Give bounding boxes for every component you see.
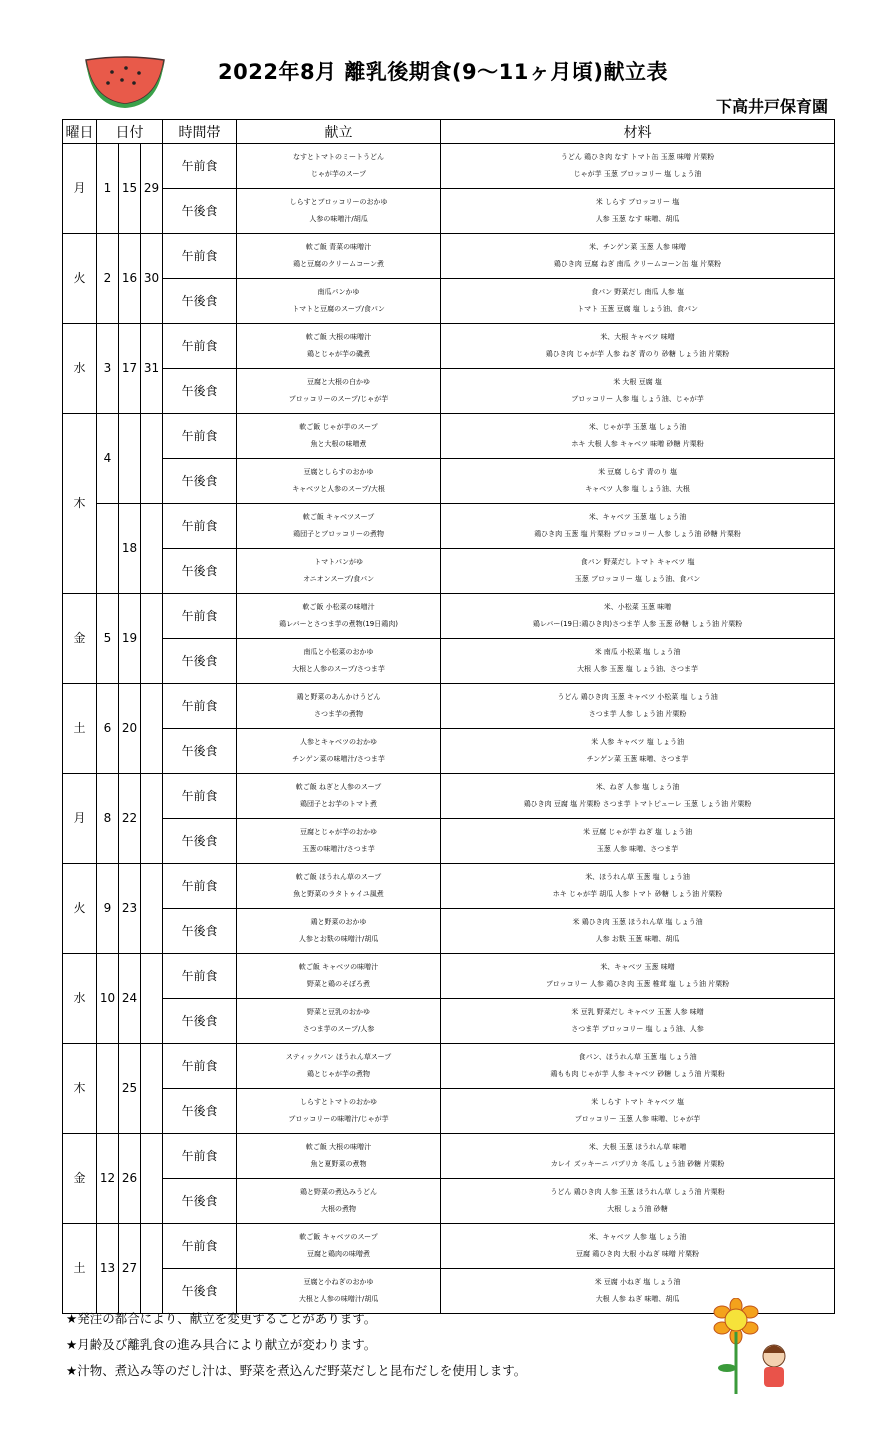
dish-line: トマトパンがゆ	[314, 558, 363, 566]
weekday-cell: 月	[63, 144, 97, 234]
date-cell: 23	[119, 864, 141, 954]
dish-line: 大根と人参のスープ/さつま芋	[292, 665, 385, 673]
table-header-row	[63, 120, 835, 144]
ingredients-line: さつま芋 ブロッコリー 塩 しょう油、人参	[571, 1025, 704, 1033]
ingredients-line: 鶏レバー(19日:鶏ひき肉)さつま芋 人参 玉葱 砂糖 しょう油 片栗粉	[532, 620, 743, 628]
weekday-cell: 火	[63, 864, 97, 954]
sunflower-child-illustration	[712, 1298, 802, 1398]
dish-line: 魚と大根の味噌煮	[310, 440, 367, 448]
dish-line: 大根の煮物	[321, 1205, 357, 1213]
table-row	[63, 414, 835, 459]
ingredients-cell	[441, 459, 835, 504]
date-cell: 31	[141, 324, 163, 414]
meal-slot-cell: 午後食	[163, 1089, 237, 1134]
date-cell: 24	[119, 954, 141, 1044]
dish-line: 魚と野菜のラタトゥイユ風煮	[293, 890, 384, 898]
ingredients-line: 食パン 野菜だし トマト キャベツ 塩	[580, 558, 695, 566]
date-cell: 10	[97, 954, 119, 1044]
ingredients-line: 食パン 野菜だし 南瓜 人参 塩	[591, 288, 684, 296]
date-cell	[141, 864, 163, 954]
ingredients-line: 人参 お麩 玉葱 味噌、胡瓜	[595, 935, 680, 943]
ingredients-line: 玉葱 ブロッコリー 塩 しょう油、食パン	[574, 575, 701, 583]
date-cell	[141, 594, 163, 684]
ingredients-line: チンゲン菜 玉葱 味噌、さつま芋	[586, 755, 689, 763]
dish-cell	[237, 954, 441, 999]
table-row	[63, 864, 835, 909]
weekday-cell: 土	[63, 684, 97, 774]
meal-slot-cell: 午前食	[163, 414, 237, 459]
dish-line: 軟ご飯 ほうれん草のスープ	[295, 873, 382, 881]
dish-line: オニオンスープ/食パン	[302, 575, 375, 583]
ingredients-cell	[441, 774, 835, 819]
date-cell: 20	[119, 684, 141, 774]
dish-cell	[237, 144, 441, 189]
dish-cell	[237, 1224, 441, 1269]
ingredients-line: 米、大根 キャベツ 味噌	[600, 333, 675, 341]
meal-slot-cell: 午後食	[163, 369, 237, 414]
dish-line: 魚と夏野菜の煮物	[310, 1160, 367, 1168]
ingredients-line: 米 南瓜 小松菜 塩 しょう油	[594, 648, 681, 656]
ingredients-cell	[441, 504, 835, 549]
meal-slot-cell: 午後食	[163, 1179, 237, 1224]
ingredients-line: 米 豆乳 野菜だし キャベツ 玉葱 人参 味噌	[571, 1008, 704, 1016]
ingredients-cell	[441, 1044, 835, 1089]
meal-slot-cell: 午前食	[163, 1134, 237, 1179]
dish-line: しらすとトマトのおかゆ	[300, 1098, 378, 1106]
table-row	[63, 459, 835, 504]
ingredients-line: 米、ほうれん草 玉葱 塩 しょう油	[585, 873, 690, 881]
ingredients-line: 人参 玉葱 なす 味噌、胡瓜	[595, 215, 680, 223]
table-row	[63, 954, 835, 999]
ingredients-line: トマト 玉葱 豆腐 塩 しょう油、食パン	[577, 305, 698, 313]
dish-line: ブロッコリーのスープ/じゃが芋	[288, 395, 389, 403]
note-line: ★汁物、煮込み等のだし汁は、野菜を煮込んだ野菜だしと昆布だしを使用します。	[66, 1363, 527, 1378]
dish-line: 豆腐と大根の白かゆ	[307, 378, 371, 386]
weekday-cell: 水	[63, 954, 97, 1044]
date-cell	[141, 1044, 163, 1134]
menu-table	[62, 119, 835, 1314]
dish-line: 軟ご飯 大根の味噌汁	[305, 333, 372, 341]
dish-line: 人参とキャベツのおかゆ	[300, 738, 378, 746]
dish-line: 軟ご飯 キャベツスープ	[302, 513, 375, 521]
ingredients-line: 鶏ひき肉 豆腐 ねぎ 南瓜 クリームコーン缶 塩 片栗粉	[553, 260, 722, 268]
meal-slot-cell: 午後食	[163, 819, 237, 864]
meal-slot-cell: 午前食	[163, 864, 237, 909]
dish-cell	[237, 1044, 441, 1089]
dish-cell	[237, 1179, 441, 1224]
date-cell: 22	[119, 774, 141, 864]
dish-line: なすとトマトのミートうどん	[293, 153, 385, 161]
dish-cell	[237, 1134, 441, 1179]
table-row	[63, 189, 835, 234]
ingredients-line: ブロッコリー 玉葱 人参 味噌、じゃが芋	[574, 1115, 701, 1123]
ingredients-cell	[441, 639, 835, 684]
ingredients-line: ブロッコリー 人参 塩 しょう油、じゃが芋	[571, 395, 704, 403]
dish-line: じゃが芋のスープ	[310, 170, 367, 178]
date-cell: 15	[119, 144, 141, 234]
dish-line: 鶏レバーとさつま芋の煮物(19日鶏肉)	[279, 620, 398, 628]
date-cell	[97, 1044, 119, 1134]
meal-slot-cell: 午後食	[163, 909, 237, 954]
table-row	[63, 234, 835, 279]
ingredients-cell	[441, 279, 835, 324]
table-row	[63, 639, 835, 684]
ingredients-cell	[441, 864, 835, 909]
dish-cell	[237, 864, 441, 909]
dish-cell	[237, 414, 441, 459]
ingredients-line: うどん 鶏ひき肉 なす トマト缶 玉葱 味噌 片栗粉	[560, 153, 715, 161]
ingredients-line: 米 豆腐 小ねぎ 塩 しょう油	[594, 1278, 681, 1286]
dish-cell	[237, 504, 441, 549]
date-cell: 16	[119, 234, 141, 324]
ingredients-line: 米、大根 玉葱 ほうれん草 味噌	[588, 1143, 687, 1151]
school-name: 下高井戸保育園	[715, 97, 828, 116]
date-cell: 19	[119, 594, 141, 684]
dish-cell	[237, 639, 441, 684]
dish-line: 鶏と野菜のあんかけうどん	[296, 693, 381, 701]
ingredients-cell	[441, 1134, 835, 1179]
dish-line: さつま芋のスープ/人参	[302, 1025, 375, 1033]
page-title: 2022年8月 離乳後期食(9～11ヶ月頃)献立表	[218, 60, 668, 84]
meal-slot-cell: 午後食	[163, 1269, 237, 1314]
table-row	[63, 144, 835, 189]
table-row	[63, 1044, 835, 1089]
meal-slot-cell: 午後食	[163, 729, 237, 774]
dish-line: 鶏と野菜の煮込みうどん	[300, 1188, 378, 1196]
table-row	[63, 594, 835, 639]
dish-line: 南瓜と小松菜のおかゆ	[303, 648, 374, 656]
table-row	[63, 279, 835, 324]
meal-slot-cell: 午前食	[163, 324, 237, 369]
table-row	[63, 1134, 835, 1179]
ingredients-line: 鶏ひき肉 豆腐 塩 片栗粉 さつま芋 トマトピューレ 玉葱 しょう油 片栗粉	[523, 800, 752, 808]
meal-slot-cell: 午前食	[163, 594, 237, 639]
ingredients-line: うどん 鶏ひき肉 玉葱 キャベツ 小松菜 塩 しょう油	[557, 693, 718, 701]
ingredients-line: 米、ねぎ 人参 塩 しょう油	[595, 783, 680, 791]
dish-cell	[237, 774, 441, 819]
dish-cell	[237, 234, 441, 279]
dish-line: 豆腐としらすのおかゆ	[303, 468, 374, 476]
ingredients-cell	[441, 234, 835, 279]
dish-cell	[237, 1089, 441, 1134]
dish-line: 南瓜パンかゆ	[317, 288, 360, 296]
ingredients-cell	[441, 1089, 835, 1134]
ingredients-line: 鶏ひき肉 じゃが芋 人参 ねぎ 青のり 砂糖 しょう油 片栗粉	[545, 350, 730, 358]
weekday-cell: 火	[63, 234, 97, 324]
date-cell: 8	[97, 774, 119, 864]
table-row	[63, 999, 835, 1044]
dish-line: さつま芋の煮物	[314, 710, 364, 718]
date-cell: 25	[119, 1044, 141, 1134]
ingredients-line: 食パン、ほうれん草 玉葱 塩 しょう油	[578, 1053, 697, 1061]
date-cell: 5	[97, 594, 119, 684]
header-date: 日付	[97, 120, 163, 144]
ingredients-line: 米、キャベツ 玉葱 塩 しょう油	[588, 513, 687, 521]
date-cell: 13	[97, 1224, 119, 1314]
dish-line: 豆腐と鶏肉の味噌煮	[307, 1250, 371, 1258]
meal-slot-cell: 午前食	[163, 234, 237, 279]
table-row	[63, 909, 835, 954]
dish-cell	[237, 909, 441, 954]
date-cell	[141, 684, 163, 774]
date-cell	[97, 504, 119, 594]
date-cell: 12	[97, 1134, 119, 1224]
dish-cell	[237, 999, 441, 1044]
header-ingredients: 材料	[441, 120, 835, 144]
meal-slot-cell: 午前食	[163, 774, 237, 819]
ingredients-cell	[441, 549, 835, 594]
date-cell: 6	[97, 684, 119, 774]
dish-cell	[237, 189, 441, 234]
ingredients-cell	[441, 954, 835, 999]
ingredients-line: 大根 しょう油 砂糖	[607, 1205, 668, 1213]
note-line: ★月齢及び離乳食の進み具合により献立が変わります。	[66, 1337, 377, 1352]
weekday-cell: 金	[63, 594, 97, 684]
ingredients-line: 米 豆腐 じゃが芋 ねぎ 塩 しょう油	[582, 828, 693, 836]
weekday-cell: 水	[63, 324, 97, 414]
ingredients-line: 米 しらす トマト キャベツ 塩	[591, 1098, 684, 1106]
date-cell	[141, 504, 163, 594]
date-cell	[141, 774, 163, 864]
dish-cell	[237, 819, 441, 864]
dish-line: しらすとブロッコリーのおかゆ	[289, 198, 388, 206]
ingredients-cell	[441, 369, 835, 414]
ingredients-line: ホキ 大根 人参 キャベツ 味噌 砂糖 片栗粉	[571, 440, 704, 448]
ingredients-line: ホキ じゃが芋 胡瓜 人参 トマト 砂糖 しょう油 片栗粉	[552, 890, 723, 898]
ingredients-cell	[441, 324, 835, 369]
date-cell	[141, 414, 163, 504]
table-row	[63, 774, 835, 819]
header-dow: 曜日	[63, 120, 97, 144]
dish-cell	[237, 279, 441, 324]
date-cell: 30	[141, 234, 163, 324]
ingredients-cell	[441, 594, 835, 639]
meal-slot-cell: 午前食	[163, 954, 237, 999]
date-cell	[141, 1134, 163, 1224]
meal-slot-cell: 午前食	[163, 144, 237, 189]
dish-line: 軟ご飯 ねぎと人参のスープ	[295, 783, 382, 791]
date-cell: 29	[141, 144, 163, 234]
dish-line: 野菜と鶏のそぼろ煮	[307, 980, 371, 988]
ingredients-line: じゃが芋 玉葱 ブロッコリー 塩 しょう油	[573, 170, 702, 178]
ingredients-cell	[441, 819, 835, 864]
weekday-cell: 月	[63, 774, 97, 864]
ingredients-cell	[441, 1179, 835, 1224]
dish-line: 鶏団子とお芋のトマト煮	[300, 800, 378, 808]
weekday-cell: 木	[63, 414, 97, 594]
date-cell: 17	[119, 324, 141, 414]
date-cell: 3	[97, 324, 119, 414]
table-row	[63, 324, 835, 369]
dish-line: 人参の味噌汁/胡瓜	[309, 215, 368, 223]
ingredients-line: 米 人参 キャベツ 塩 しょう油	[591, 738, 684, 746]
dish-line: 軟ご飯 キャベツのスープ	[299, 1233, 378, 1241]
dish-line: 軟ご飯 青菜の味噌汁	[305, 243, 372, 251]
ingredients-cell	[441, 189, 835, 234]
dish-line: 大根と人参の味噌汁/胡瓜	[298, 1295, 379, 1303]
notes	[66, 1306, 526, 1384]
meal-slot-cell: 午前食	[163, 1044, 237, 1089]
dish-cell	[237, 684, 441, 729]
dish-cell	[237, 459, 441, 504]
ingredients-line: 米、チンゲン菜 玉葱 人参 味噌	[589, 243, 687, 251]
meal-slot-cell: 午後食	[163, 549, 237, 594]
meal-slot-cell: 午後食	[163, 459, 237, 504]
note-line: ★発注の都合により、献立を変更することがあります。	[66, 1311, 377, 1326]
meal-slot-cell: 午前食	[163, 684, 237, 729]
weekday-cell: 土	[63, 1224, 97, 1314]
ingredients-line: カレイ ズッキーニ パプリカ 冬瓜 しょう油 砂糖 片栗粉	[550, 1160, 725, 1168]
date-cell: 27	[119, 1224, 141, 1314]
table-row	[63, 549, 835, 594]
date-cell: 26	[119, 1134, 141, 1224]
dish-cell	[237, 549, 441, 594]
table-row	[63, 819, 835, 864]
ingredients-line: 大根 人参 玉葱 塩 しょう油、さつま芋	[577, 665, 698, 673]
dish-line: 軟ご飯 大根の味噌汁	[305, 1143, 372, 1151]
table-row	[63, 369, 835, 414]
ingredients-cell	[441, 909, 835, 954]
ingredients-line: 鶏もも肉 じゃが芋 人参 キャベツ 砂糖 しょう油 片栗粉	[550, 1070, 725, 1078]
ingredients-cell	[441, 999, 835, 1044]
ingredients-line: さつま芋 人参 しょう油 片栗粉	[588, 710, 687, 718]
weekday-cell: 金	[63, 1134, 97, 1224]
ingredients-line: 玉葱 人参 味噌、さつま芋	[596, 845, 679, 853]
dish-line: 鶏と野菜のおかゆ	[310, 918, 367, 926]
dish-line: 鶏団子とブロッコリーの煮物	[293, 530, 384, 538]
ingredients-line: 米、じゃが芋 玉葱 塩 しょう油	[588, 423, 687, 431]
table-row	[63, 1224, 835, 1269]
date-cell: 2	[97, 234, 119, 324]
dish-line: 軟ご飯 キャベツの味噌汁	[298, 963, 379, 971]
meal-slot-cell: 午後食	[163, 999, 237, 1044]
ingredients-cell	[441, 144, 835, 189]
meal-slot-cell: 午後食	[163, 639, 237, 684]
ingredients-cell	[441, 414, 835, 459]
date-cell: 4	[97, 414, 119, 504]
dish-cell	[237, 594, 441, 639]
ingredients-line: 米 鶏ひき肉 玉葱 ほうれん草 塩 しょう油	[572, 918, 703, 926]
dish-line: 軟ご飯 じゃが芋のスープ	[299, 423, 378, 431]
ingredients-line: うどん 鶏ひき肉 人参 玉葱 ほうれん草 しょう油 片栗粉	[550, 1188, 725, 1196]
date-cell	[119, 414, 141, 504]
table-row	[63, 1089, 835, 1134]
ingredients-cell	[441, 1224, 835, 1269]
dish-line: チンゲン菜の味噌汁/さつま芋	[292, 755, 385, 763]
ingredients-cell	[441, 684, 835, 729]
date-cell	[141, 1224, 163, 1314]
ingredients-line: 米 しらす ブロッコリー 塩	[595, 198, 680, 206]
dish-cell	[237, 729, 441, 774]
date-cell: 9	[97, 864, 119, 954]
ingredients-line: 米、キャベツ 人参 塩 しょう油	[588, 1233, 687, 1241]
ingredients-line: 鶏ひき肉 玉葱 塩 片栗粉 ブロッコリー 人参 しょう油 砂糖 片栗粉	[534, 530, 741, 538]
ingredients-cell	[441, 729, 835, 774]
dish-line: ブロッコリーの味噌汁/じゃが芋	[288, 1115, 389, 1123]
dish-line: 鶏とじゃが芋の磯煮	[307, 350, 371, 358]
dish-line: 豆腐とじゃが芋のおかゆ	[300, 828, 378, 836]
header-slot: 時間帯	[163, 120, 237, 144]
meal-slot-cell: 午前食	[163, 504, 237, 549]
ingredients-line: 米 大根 豆腐 塩	[613, 378, 662, 386]
table-row	[63, 684, 835, 729]
dish-cell	[237, 369, 441, 414]
date-cell: 1	[97, 144, 119, 234]
dish-line: 軟ご飯 小松菜の味噌汁	[302, 603, 375, 611]
ingredients-line: 米、小松菜 玉葱 味噌	[603, 603, 672, 611]
dish-line: 鶏とじゃが芋の煮物	[307, 1070, 371, 1078]
dish-cell	[237, 324, 441, 369]
ingredients-line: ブロッコリー 人参 鶏ひき肉 玉葱 椎茸 塩 しょう油 片栗粉	[545, 980, 730, 988]
dish-line: キャベツと人参のスープ/大根	[292, 485, 385, 493]
meal-slot-cell: 午後食	[163, 279, 237, 324]
ingredients-line: 米 豆腐 しらす 青のり 塩	[598, 468, 677, 476]
ingredients-line: 豆腐 鶏ひき肉 大根 小ねぎ 味噌 片栗粉	[575, 1250, 700, 1258]
table-row	[63, 1179, 835, 1224]
table-row	[63, 729, 835, 774]
menu-body	[63, 144, 835, 1314]
dish-line: 鶏と豆腐のクリームコーン煮	[293, 260, 384, 268]
dish-line: 野菜と豆乳のおかゆ	[307, 1008, 371, 1016]
header-dish: 献立	[237, 120, 441, 144]
weekday-cell: 木	[63, 1044, 97, 1134]
date-cell	[141, 954, 163, 1044]
dish-line: 玉葱の味噌汁/さつま芋	[302, 845, 375, 853]
date-cell: 18	[119, 504, 141, 594]
ingredients-line: キャベツ 人参 塩 しょう油、大根	[585, 485, 690, 493]
table-row	[63, 504, 835, 549]
dish-line: 豆腐と小ねぎのおかゆ	[303, 1278, 374, 1286]
meal-slot-cell: 午前食	[163, 1224, 237, 1269]
ingredients-line: 米、キャベツ 玉葱 味噌	[600, 963, 675, 971]
ingredients-line: 大根 人参 ねぎ 味噌、胡瓜	[595, 1295, 680, 1303]
dish-line: スティックパン ほうれん草スープ	[285, 1053, 392, 1061]
meal-slot-cell: 午後食	[163, 189, 237, 234]
dish-line: 人参とお麩の味噌汁/胡瓜	[298, 935, 379, 943]
dish-line: トマトと豆腐のスープ/食パン	[292, 305, 385, 313]
